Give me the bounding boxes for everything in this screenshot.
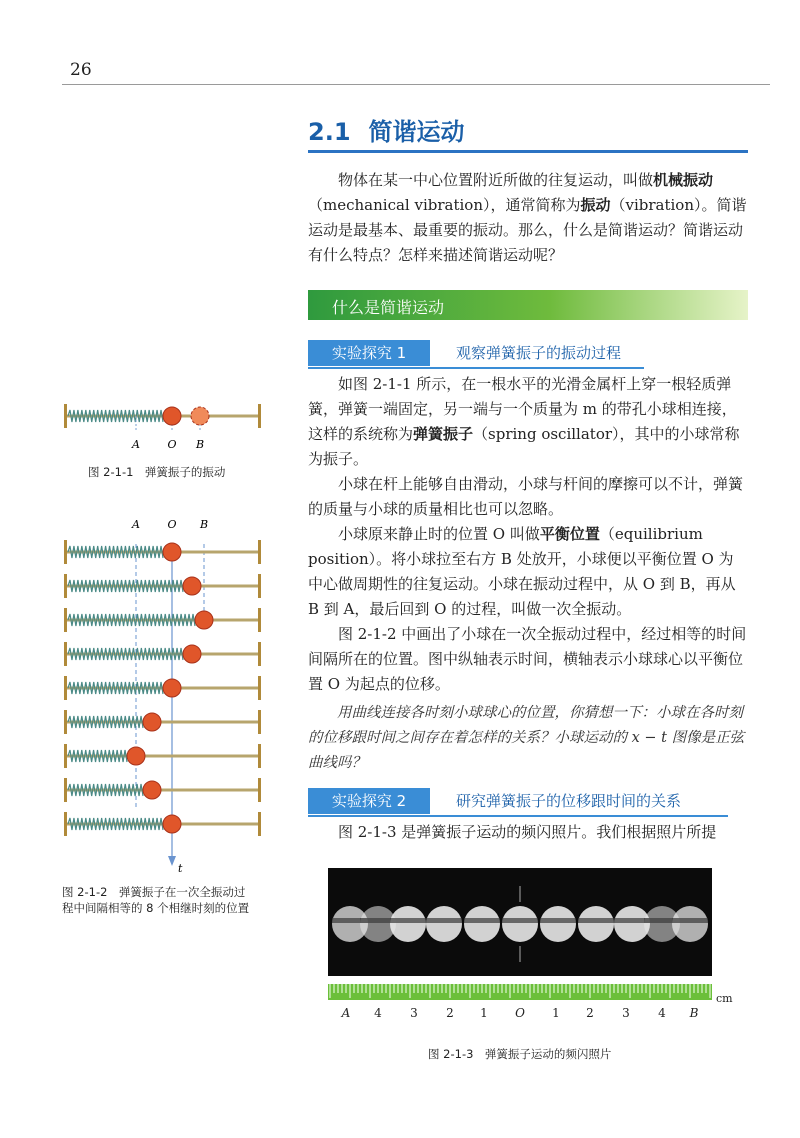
ball-dashed <box>191 407 209 425</box>
strobe-ball <box>390 906 426 942</box>
strobe-ball <box>672 906 708 942</box>
label-t: t <box>178 862 183 875</box>
ruler <box>328 984 712 1000</box>
ball <box>183 577 201 595</box>
ball <box>163 543 181 561</box>
experiment-2-header <box>308 788 748 814</box>
oscillator-row <box>64 608 261 632</box>
oscillator-row <box>64 778 261 802</box>
ruler-label: A <box>341 1006 351 1020</box>
label-b: B <box>195 438 205 451</box>
oscillator-row <box>64 744 261 768</box>
ball <box>163 679 181 697</box>
paragraph-friction: 小球在杆上能够自由滑动，小球与杆间的摩擦可以不计，弹簧的质量与小球的质量相比也可以忽略。 <box>308 475 744 518</box>
header-rule <box>62 84 770 85</box>
paragraph-fig2: 图 2-1-2 中画出了小球在一次全振动过程中，经过相等的时间间隔所在的位置。图中纵轴表示时间，横轴表示小球球心以平衡位置 O 为起点的位移。 <box>308 625 747 693</box>
figure-2-1-1 <box>60 398 270 456</box>
strobe-ball <box>502 906 538 942</box>
experiment-1-tag: 实验探究 1 <box>308 340 430 366</box>
ruler-label: 3 <box>410 1006 418 1020</box>
oscillator-row <box>64 540 261 564</box>
body-text <box>308 372 748 776</box>
ruler-unit: cm <box>716 992 733 1005</box>
ball <box>127 747 145 765</box>
question-text: 用曲线连接各时刻小球球心的位置，你猜想一下：小球在各时刻的位移跟时间之间存在着怎样的关系？小球运动的 x − t 图像是正弦曲线吗？ <box>308 705 745 771</box>
ruler-label: 2 <box>446 1006 454 1020</box>
oscillator-row <box>64 574 261 598</box>
ball <box>143 781 161 799</box>
paragraph-equilibrium: 小球原来静止时的位置 O 叫做平衡位置（equilibrium position）。将小球拉至右方 B 处放开，小球便以平衡位置 O 为中心做周期性的往复运动。小球在振动过程中，从 O 到 B，再从 B 到 A，最后回到 O 的过程，叫做一次全振动。 <box>308 525 736 618</box>
ruler-label: 1 <box>552 1006 560 1020</box>
section-title <box>308 112 465 147</box>
label-a: A <box>132 518 140 531</box>
ruler-label: 4 <box>374 1006 382 1020</box>
figure-2-1-2-caption: 图 2-1-2 弹簧振子在一次全振动过 程中间隔相等的 8 个相继时刻的位置 <box>62 885 250 915</box>
label-b: B <box>199 518 209 531</box>
experiment-2-title: 研究弹簧振子的位移跟时间的关系 <box>456 792 682 810</box>
label-a: A <box>132 438 140 451</box>
page-number: 26 <box>70 60 92 80</box>
intro-paragraph: 物体在某一中心位置附近所做的往复运动，叫做机械振动（mechanical vibration），通常简称为振动（vibration）。简谐运动是最基本、最重要的振动。那么，什么是简谐运动？简谐运动有什么特点？怎样来描述简谐运动呢？ <box>308 171 747 264</box>
paragraph-spring-oscillator: 如图 2-1-1 所示，在一根水平的光滑金属杆上穿一根轻质弹簧，弹簧一端固定，另一端与一个质量为 m 的带孔小球相连接，这样的系统称为弹簧振子（spring oscillator），其中的小球常称为振子。 <box>308 375 740 468</box>
ruler-labels <box>328 1006 712 1024</box>
experiment-1-title: 观察弹簧振子的振动过程 <box>456 344 622 362</box>
ball <box>195 611 213 629</box>
label-o: O <box>167 518 177 531</box>
ruler-label: O <box>515 1006 525 1020</box>
strobe-ball <box>426 906 462 942</box>
strobe-photo <box>328 868 712 976</box>
figure-2-1-2 <box>60 514 270 876</box>
ruler-label: 2 <box>586 1006 594 1020</box>
strobe-ball <box>540 906 576 942</box>
oscillator-row <box>64 676 261 700</box>
subsection-banner <box>308 290 748 320</box>
ruler-label: 3 <box>622 1006 630 1020</box>
section-rule <box>308 150 748 153</box>
paragraph-strobe: 图 2-1-3 是弹簧振子运动的频闪照片。我们根据照片所提 <box>338 823 717 841</box>
oscillator-row <box>64 812 261 836</box>
section-name: 简谐运动 <box>368 118 465 146</box>
figure-2-1-3-caption: 图 2-1-3 弹簧振子运动的频闪照片 <box>428 1047 612 1061</box>
section-number: 2.1 <box>308 118 351 146</box>
oscillator-row <box>64 642 261 666</box>
ruler-label: B <box>689 1006 699 1020</box>
figure-2-1-1-caption: 图 2-1-1 弹簧振子的振动 <box>88 465 226 479</box>
oscillator-row <box>64 710 261 734</box>
ball <box>143 713 161 731</box>
strobe-ball <box>464 906 500 942</box>
ruler-label: 4 <box>658 1006 666 1020</box>
ball <box>163 407 181 425</box>
strobe-ball <box>578 906 614 942</box>
experiment-2-tag: 实验探究 2 <box>308 788 430 814</box>
ruler-label: 1 <box>480 1006 488 1020</box>
experiment-1-header <box>308 340 748 366</box>
subsection-title: 什么是简谐运动 <box>332 298 445 317</box>
ball <box>163 815 181 833</box>
label-o: O <box>167 438 177 451</box>
ball <box>183 645 201 663</box>
